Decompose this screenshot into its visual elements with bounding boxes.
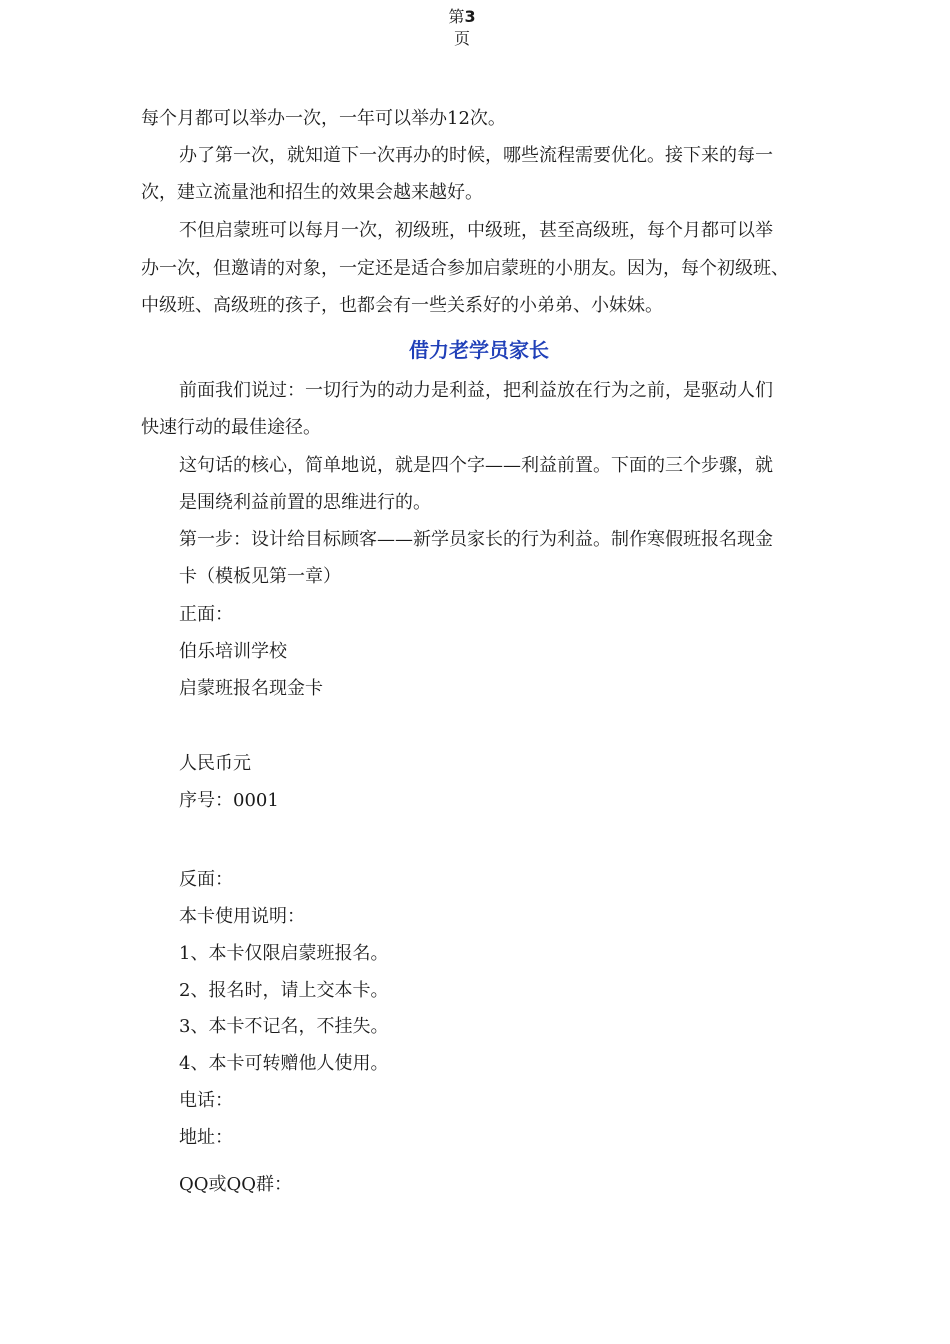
paragraph-line: 办一次，但邀请的对象，一定还是适合参加启蒙班的小朋友。因为，每个初级班、 (141, 258, 789, 279)
paragraph-line: 前面我们说过：一切行为的动力是利益，把利益放在行为之前，是驱动人们 (179, 380, 773, 401)
paragraph-line: 办了第一次，就知道下一次再办的时候，哪些流程需要优化。接下来的每一 (179, 145, 773, 166)
page-number-suffix: 页 (453, 29, 470, 48)
paragraph-line: 快速行动的最佳途径。 (141, 417, 321, 438)
section-heading: 借力老学员家长 (409, 338, 549, 362)
card-phone: 电话： (179, 1090, 233, 1111)
paragraph-line: 中级班、高级班的孩子，也都会有一些关系好的小弟弟、小妹妹。 (141, 295, 663, 316)
card-school-name: 伯乐培训学校 (179, 641, 287, 662)
page-number-prefix: 第 (448, 7, 465, 26)
paragraph-line: 是围绕利益前置的思维进行的。 (179, 492, 431, 513)
card-title: 启蒙班报名现金卡 (179, 678, 323, 699)
paragraph-line: 卡（模板见第一章） (179, 566, 341, 587)
card-address: 地址： (179, 1127, 233, 1148)
card-rule: 4、本卡可转赠他人使用。 (179, 1053, 389, 1074)
paragraph-line: 这句话的核心，简单地说，就是四个字——利益前置。下面的三个步骤，就 (179, 455, 773, 476)
card-qq: QQ或QQ群： (179, 1174, 293, 1195)
page-number (0, 6, 924, 50)
card-front-label: 正面： (179, 604, 233, 625)
card-back-label: 反面： (179, 869, 233, 890)
paragraph-line: 次，建立流量池和招生的效果会越来越好。 (141, 182, 483, 203)
card-serial: 序号：0001 (179, 790, 279, 811)
card-instructions-title: 本卡使用说明： (179, 906, 305, 927)
card-rule: 3、本卡不记名，不挂失。 (179, 1016, 389, 1037)
card-amount: 人民币元 (179, 753, 251, 774)
paragraph-line: 每个月都可以举办一次，一年可以举办12次。 (141, 108, 506, 129)
card-rule: 1、本卡仅限启蒙班报名。 (179, 943, 389, 964)
page-number-value: 3 (464, 7, 476, 26)
paragraph-line: 第一步：设计给目标顾客——新学员家长的行为利益。制作寒假班报名现金 (179, 529, 773, 550)
paragraph-line: 不但启蒙班可以每月一次，初级班，中级班，甚至高级班，每个月都可以举 (179, 220, 773, 241)
card-rule: 2、报名时，请上交本卡。 (179, 980, 389, 1001)
